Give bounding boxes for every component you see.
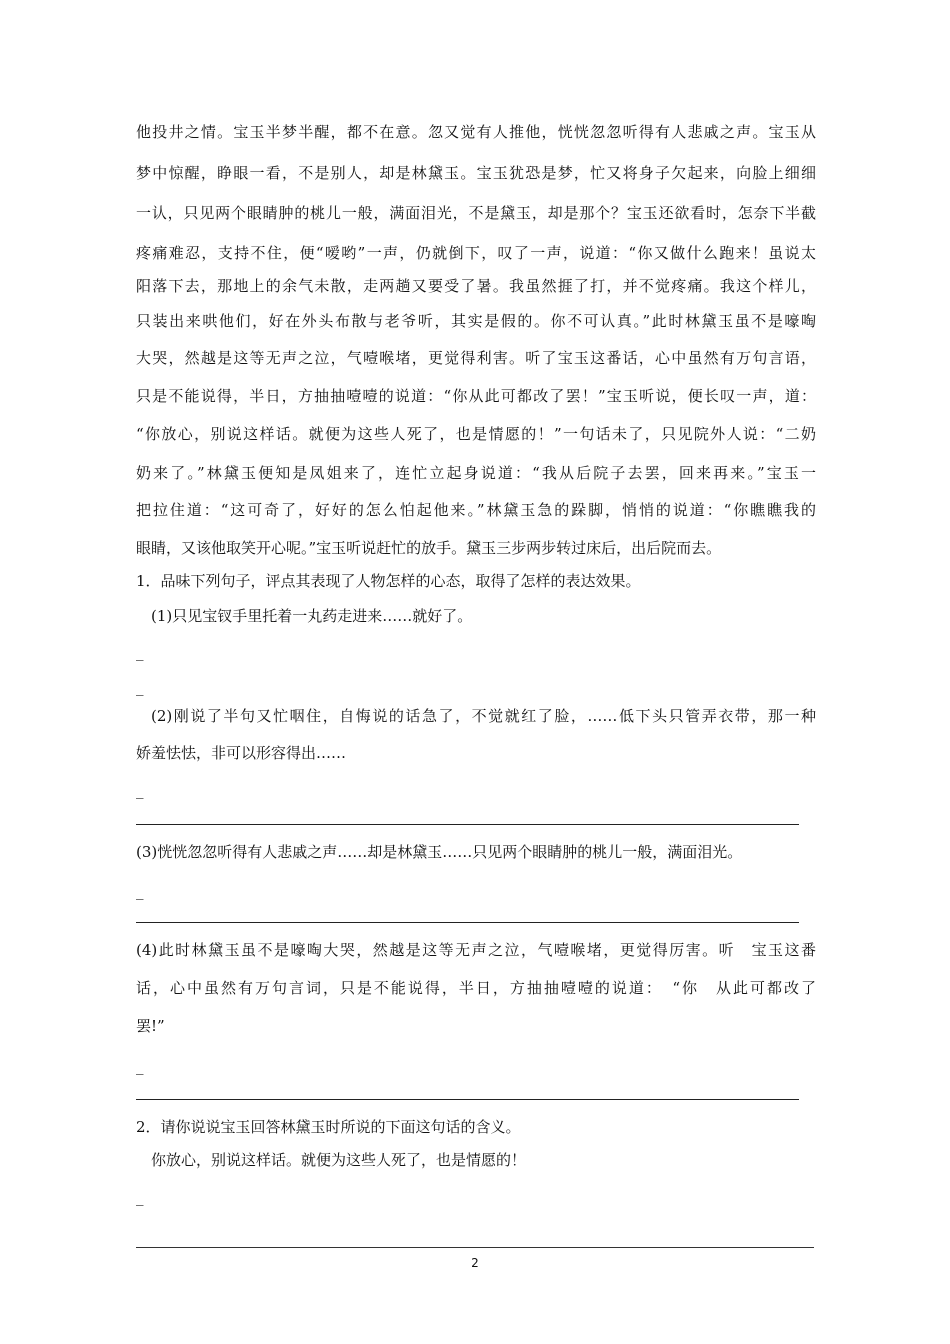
question-title: 1．品味下列句子，评点其表现了人物怎样的心态，取得了怎样的表达效果。	[136, 572, 641, 590]
passage-line: 他投井之情。宝玉半梦半醒，都不在意。忽又觉有人推他，恍恍忽忽听得有人悲戚之声。宝玉从	[136, 123, 816, 141]
answer-line[interactable]	[136, 922, 799, 923]
question-title: 2．请你说说宝玉回答林黛玉时所说的下面这句话的含义。	[136, 1118, 521, 1136]
question-item: 话，心中虽然有万句言词，只是不能说得，半日，方抽抽噎噎的说道： “你 从此可都改了	[136, 979, 816, 997]
passage-line: 眼睛，又该他取笑开心呢。”宝玉听说赶忙的放手。黛玉三步两步转过床后，出后院而去。	[136, 539, 722, 557]
question-item: 罢!”	[136, 1017, 165, 1035]
question-item: 娇羞怯怯，非可以形容得出……	[136, 744, 347, 762]
answer-blank[interactable]: _	[136, 1057, 144, 1075]
question-item: (2)刚说了半句又忙咽住，自悔说的话急了，不觉就红了脸，……低下头只管弄衣带，那一种	[151, 707, 816, 725]
footer-divider	[136, 1247, 814, 1248]
answer-blank[interactable]: _	[136, 781, 144, 799]
answer-line[interactable]	[136, 1099, 799, 1100]
question-item: (4)此时林黛玉虽不是嚎啕大哭，然越是这等无声之泣，气噎喉堵，更觉得厉害。听 宝玉这番	[136, 941, 816, 959]
passage-line: 梦中惊醒，睁眼一看，不是别人，却是林黛玉。宝玉犹恐是梦，忙又将身子欠起来，向脸上细细	[136, 164, 816, 182]
passage-line: 阳落下去，那地上的余气未散，走两趟又要受了暑。我虽然捱了打，并不觉疼痛。我这个样儿，	[136, 277, 816, 295]
question-item: (3)恍恍忽忽听得有人悲戚之声……却是林黛玉……只见两个眼睛肿的桃儿一般，满面泪光。	[136, 843, 743, 861]
passage-line: 一认，只见两个眼睛肿的桃儿一般，满面泪光，不是黛玉，却是那个？宝玉还欲看时，怎奈下半截	[136, 204, 816, 222]
answer-blank[interactable]: _	[136, 882, 144, 900]
passage-line: 大哭，然越是这等无声之泣，气噎喉堵，更觉得利害。听了宝玉这番话，心中虽然有万句言语，	[136, 349, 816, 367]
passage-line: “你放心，别说这样话。就便为这些人死了，也是情愿的！”一句话未了，只见院外人说：“二奶	[136, 425, 816, 443]
passage-line: 疼痛难忍，支持不住，便“嗳哟”一声，仍就倒下，叹了一声，说道：“你又做什么跑来！虽说太	[136, 244, 816, 262]
answer-blank[interactable]: _	[136, 1188, 144, 1206]
passage-line: 把拉住道：“这可奇了，好好的怎么怕起他来。”林黛玉急的跺脚，悄悄的说道：“你瞧瞧我的	[136, 501, 816, 519]
question-item: (1)只见宝钗手里托着一丸药走进来……就好了。	[151, 607, 473, 625]
passage-line: 只装出来哄他们，好在外头布散与老爷听，其实是假的。你不可认真。”此时林黛玉虽不是嚎啕	[136, 312, 816, 330]
passage-line: 奶来了。”林黛玉便知是凤姐来了，连忙立起身说道：“我从后院子去罢，回来再来。”宝玉一	[136, 464, 816, 482]
page-number: 2	[471, 1256, 479, 1270]
passage-line: 只是不能说得，半日，方抽抽噎噎的说道：“你从此可都改了罢！”宝玉听说，便长叹一声，道：	[136, 387, 816, 405]
answer-line[interactable]	[136, 824, 799, 825]
answer-blank[interactable]: _	[136, 678, 144, 696]
answer-blank[interactable]: _	[136, 643, 144, 661]
question-quote: 你放心，别说这样话。就便为这些人死了，也是情愿的！	[151, 1151, 527, 1169]
